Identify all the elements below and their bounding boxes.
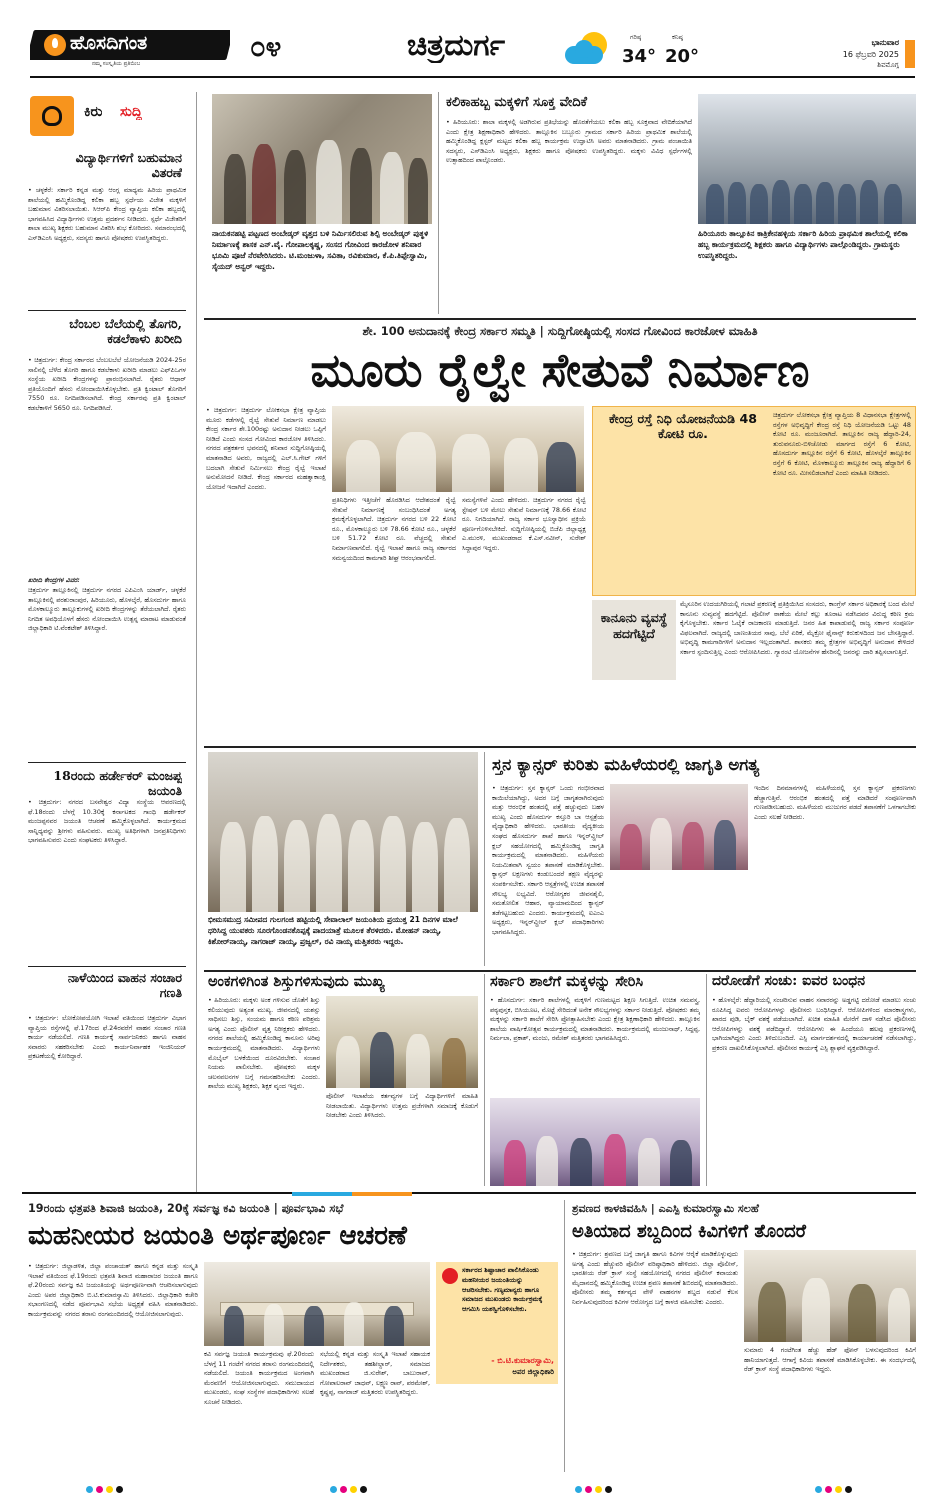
main-body-col3: ಸಮಸ್ಯೆಗಳಿವೆ ಎಂದು ಹೇಳಿದರು. ಚಿತ್ರದುರ್ಗ ನಗರದ ರೈಲ್ವೆ ಸ್ಟೇಷನ್ ಬಳಿ ಮೇಲು ಸೇತುವೆ ನಿರ್ಮಾಣಕ್ಕೆ 78.66 ಕೋಟಿ ರೂ. ನಿಗದಿಯಾಗಿದೆ. ರಾಜ್ಯ ಸರ್ಕಾರ ಭೂಸ್ವಾಧೀನ ಪ್ರಕ್ರಿಯೆ ಪೂರ್ಣಗೊಳಿಸಬೇಕಿದೆ. ಸುದ್ದಿಗೋಷ್ಠಿಯಲ್ಲಿ ಬಿಜೆಪಿ ಜಿಲ್ಲಾಧ್ಯಕ್ಷ ಎ.ಮುರಳಿ, ಮುಖಂಡರಾದ ಕೆ.ಎಸ್.ನವೀನ್, ಸುರೇಶ್ ಸಿದ್ದಾಪುರ ಇದ್ದರು. — [462, 496, 586, 552]
date-day: ಭಾನುವಾರ — [871, 38, 899, 47]
date-city: ಶಿವಮೊಗ್ಗ — [877, 61, 899, 69]
masthead-rule — [30, 76, 915, 78]
sidebar-story-3-headline: 18ರಂದು ಹರ್ಡೇಕರ್ ಮಂಜಪ್ಪ ಜಯಂತಿ — [53, 768, 182, 798]
masthead-logo — [30, 30, 230, 70]
top-divider-1 — [438, 92, 439, 314]
nh-fund-title: ಕೇಂದ್ರ ರಸ್ತೆ ನಿಧಿ ಯೋಜನೆಯಡಿ 48 ಕೋಟಿ ರೂ. — [609, 411, 757, 441]
brand-label-a: ಕಿರು — [84, 104, 103, 120]
sidebar-story-2-headline: ಬೆಂಬಲ ಬೆಲೆಯಲ್ಲಿ ತೊಗರಿ, ಕಡಲೆಕಾಳು ಖರೀದಿ — [69, 316, 182, 346]
bottom-band-accent — [22, 1192, 916, 1196]
jayanthi-headline: ಮಹನೀಯರ ಜಯಂತಿ ಅರ್ಥಪೂರ್ಣ ಆಚರಣೆ — [28, 1221, 407, 1251]
date: 16 ಫೆಬ್ರವರಿ 2025 — [842, 50, 899, 59]
main-kicker: ಶೇ. 100 ಅನುದಾನಕ್ಕೆ ಕೇಂದ್ರ ಸರ್ಕಾರ ಸಮ್ಮತಿ | ಸುದ್ದಿಗೋಷ್ಠಿಯಲ್ಲಿ ಸಂಸದ ಗೋವಿಂದ ಕಾರಜೋಳ ಮಾಹಿತಿ — [362, 324, 758, 338]
photo-ambedkar-caption: ನಾಯಕನಹಟ್ಟಿ ಪಟ್ಟಣದ ಅಂಬೇಡ್ಕರ್ ವೃತ್ತದ ಬಳಿ ನಿರ್ಮಿಸಲಿರುವ ಶಿಲ್ಪಿ ಅಂಬೇಡ್ಕರ್ ಪುತ್ಥಳಿ ನಿರ್ಮಾಣಕ್ಕೆ ಶಾಸಕ ಎನ್.ವೈ. ಗೋಪಾಲಕೃಷ್ಣ, ಸಂಸದ ಗೋವಿಂದ ಕಾರಜೋಳ ಶನಿವಾರ ಭೂಮಿ ಪೂಜೆ ನೆರವೇರಿಸಿದರು. ಟಿ.ಮಂಜುಳಾ, ಸವಿತಾ, ರವಿಕುಮಾರ, ಕೆ.ಪಿ.ತಿಪ್ಪೇಸ್ವಾಮಿ, ಸೈಯದ್ ಅನ್ವರ್ ಇದ್ದರು. — [212, 229, 429, 271]
law-order-title: ಕಾನೂನು ವ್ಯವಸ್ಥೆ ಹದಗೆಟ್ಟಿದೆ — [600, 610, 668, 641]
sidebar-story-2-body: • ಚಿತ್ರದುರ್ಗ: ಕೇಂದ್ರ ಸರ್ಕಾರದ ಬೆಂಬಲಬೆಲೆ ಯೋಜನೆಯಡಿ 2024-25ರ ಸಾಲಿನಲ್ಲಿ ಬೆಳೆದ ತೊಗರಿ ಹಾಗೂ ಕಡಲೆಕಾಳು ಖರೀದಿ ಮಾಡಲು ಎಫ್‌ಪಿಒಗಳ ಸಂಸ್ಥೆಯ ಖರೀದಿ ಕೇಂದ್ರಗಳನ್ನು ಪ್ರಾರಂಭಿಸಲಾಗಿದೆ. ರೈತರು ಆಧಾರ್ ಪ್ರತಿಯೊಂದಿಗೆ ಹೆಸರು ನೋಂದಾಯಿಸಿಕೊಳ್ಳಬೇಕು. ಪ್ರತಿ ಕ್ವಿಂಟಾಲ್ ತೊಗರಿಗೆ 7550 ರೂ. ನಿಗದಿಪಡಿಸಲಾಗಿದೆ. ಕೇಂದ್ರ ಸರ್ಕಾರವು ಪ್ರತಿ ಕ್ವಿಂಟಾಲ್ ಕಡಲೆಕಾಳಿಗೆ 5650 ರೂ. ನಿಗದಿಪಡಿಸಿದೆ. — [28, 356, 186, 412]
section-rule-3 — [204, 970, 916, 972]
jayanthi-body-col1: • ಚಿತ್ರದುರ್ಗ: ಜಿಲ್ಲಾಡಳಿತ, ಜಿಲ್ಲಾ ಪಂಚಾಯತ್ ಹಾಗೂ ಕನ್ನಡ ಮತ್ತು ಸಂಸ್ಕೃತಿ ಇಲಾಖೆ ವತಿಯಿಂದ ಫೆ.19ರಂದು ಛತ್ರಪತಿ ಶಿವಾಜಿ ಮಹಾರಾಜರ ಜಯಂತಿ ಹಾಗೂ ಫೆ.20ರಂದು ಸರ್ವಜ್ಞ ಕವಿ ಜಯಂತಿಯನ್ನು ಅರ್ಥಪೂರ್ಣವಾಗಿ ಆಚರಿಸಲಾಗುವುದು ಎಂದು ಅಪರ ಜಿಲ್ಲಾಧಿಕಾರಿ ಬಿ.ಟಿ.ಕುಮಾರಸ್ವಾಮಿ ತಿಳಿಸಿದರು. ಜಿಲ್ಲಾಧಿಕಾರಿ ಕಚೇರಿ ಸಭಾಂಗಣದಲ್ಲಿ ನಡೆದ ಪೂರ್ವಭಾವಿ ಸಭೆಯ ಅಧ್ಯಕ್ಷತೆ ವಹಿಸಿ ಮಾತನಾಡಿದರು. ಕಾರ್ಯಕ್ರಮವನ್ನು ನಗರದ ತರಾಸು ರಂಗಮಂದಿರದಲ್ಲಿ ಆಯೋಜಿಸಲಾಗುವುದು. — [28, 1262, 198, 1318]
nh-fund-box — [592, 406, 916, 596]
print-registration-dots-center2 — [575, 1478, 615, 1495]
jayanthi-body-col2: ಕವಿ ಸರ್ವಜ್ಞ ಜಯಂತಿ ಕಾರ್ಯಕ್ರಮವು ಫೆ.20ರಂದು ಬೆಳಗ್ಗೆ 11 ಗಂಟೆಗೆ ನಗರದ ತರಾಸು ರಂಗಮಂದಿರದಲ್ಲಿ ನಡೆಯಲಿದೆ. ಜಯಂತಿ ಕಾರ್ಯಕ್ರಮದ ಅಂಗವಾಗಿ ಮೆರವಣಿಗೆ ಆಯೋಜಿಸಲಾಗುವುದು. ಸಮುದಾಯದ ಮುಖಂಡರು, ಸಂಘ ಸಂಸ್ಥೆಗಳ ಪದಾಧಿಕಾರಿಗಳು ಸಲಹೆ ಸೂಚನೆ ನೀಡಿದರು. — [204, 1350, 314, 1406]
sidebar-story-2-subhead: ಖರೀದಿ ಕೇಂದ್ರಗಳ ವಿವರ: — [28, 576, 80, 584]
dot-yellow — [106, 1486, 113, 1493]
sound-kicker: ಶ್ರವಣದ ಕಾಳಜಿವಹಿಸಿ | ಎಎಸ್ಪಿ ಕುಮಾರಸ್ವಾಮಿ ಸಲಹೆ — [572, 1202, 759, 1215]
max-temp: 34° — [622, 46, 657, 67]
page-number: ೦೪ — [250, 30, 282, 63]
sidebar-story-1-body: • ಚಳ್ಳಕೆರೆ: ಸರ್ಕಾರಿ ಕನ್ನಡ ಮತ್ತು ಆಂಗ್ಲ ಮಾಧ್ಯಮ ಹಿರಿಯ ಪ್ರಾಥಮಿಕ ಶಾಲೆಯಲ್ಲಿ ಹಮ್ಮಿಕೊಂಡಿದ್ದ ಕಲಿಕಾ ಹಬ್ಬ ಸ್ಪರ್ಧೆಯ ವಿಜೇತ ಮಕ್ಕಳಿಗೆ ಬಹುಮಾನ ವಿತರಿಸಲಾಯಿತು. ಸಿಆರ್‌ಪಿ ಕೇಂದ್ರ ವ್ಯಾಪ್ತಿಯ ಕಲಿಕಾ ಹಬ್ಬದಲ್ಲಿ ಭಾಗವಹಿಸಿದ ವಿದ್ಯಾರ್ಥಿಗಳು ಉತ್ತಮ ಪ್ರದರ್ಶನ ನೀಡಿದರು. ಸ್ಪರ್ಧೆ ವಿಜೇತರಿಗೆ ಶಾಲಾ ಮುಖ್ಯ ಶಿಕ್ಷಕರು ಬಹುಮಾನ ವಿತರಿಸಿ ಶುಭ ಕೋರಿದರು. ಸಮಾರಂಭದಲ್ಲಿ ಎಸ್‌ಡಿಎಂಸಿ ಅಧ್ಯಕ್ಷರು, ಸದಸ್ಯರು ಹಾಗೂ ಪೋಷಕರು ಉಪಸ್ಥಿತರಿದ್ದರು. — [28, 186, 186, 242]
photo-cancer-awareness — [610, 784, 748, 870]
photo-sevalal-padayatra — [208, 752, 478, 912]
cancer-headline: ಸ್ತನ ಕ್ಯಾನ್ಸರ್ ಕುರಿತು ಮಹಿಳೆಯರಲ್ಲಿ ಜಾಗೃತಿ ಅಗತ್ಯ — [492, 755, 760, 774]
quote-role: ಅಪರ ಜಿಲ್ಲಾಧಿಕಾರಿ — [512, 1368, 554, 1376]
discipline-body-b: ಪೊಲೀಸ್ ಇಲಾಖೆಯ ಕರ್ತವ್ಯಗಳ ಬಗ್ಗೆ ವಿದ್ಯಾರ್ಥಿಗಳಿಗೆ ಮಾಹಿತಿ ನೀಡಲಾಯಿತು. ವಿದ್ಯಾರ್ಥಿಗಳು ಉತ್ತಮ ಪ್ರಜೆಗಳಾಗಿ ಸಮಾಜಕ್ಕೆ ಕೊಡುಗೆ ನೀಡಬೇಕು ಎಂದು ತಿಳಿಸಿದರು. — [326, 1092, 478, 1120]
discipline-headline: ಅಂಕಗಳಿಗಿಂತ ಶಿಸ್ತುಗಳಿಸುವುದು ಮುಖ್ಯ — [208, 973, 385, 990]
weather-icon — [565, 32, 613, 68]
main-headline: ಮೂರು ರೈಲ್ವೇ ಸೇತುವೆ ನಿರ್ಮಾಣ — [310, 343, 810, 397]
quote-text: ಸರ್ಕಾರದ ಶಿಷ್ಟಾಚಾರ ಪಾಲಿಸಿಕೊಂಡು ಮಹನೀಯರ ಜಯಂತಿಯನ್ನು ಆಚರಿಸಬೇಕು. ಗಣ್ಯಮಾನ್ಯರು ಹಾಗೂ ಸಮಾಜದ ಮುಖಂಡರು ಕಾರ್ಯಕ್ರಮಕ್ಕೆ ಆಗಮಿಸಿ ಯಶಸ್ವಿಗೊಳಿಸಬೇಕು. — [462, 1266, 543, 1314]
section-title: ಚಿತ್ರದುರ್ಗ — [407, 28, 506, 63]
hand-icon — [42, 106, 62, 126]
sidebar-story-4-headline: ನಾಳೆಯಿಂದ ವಾಹನ ಸಂಚಾರ ಗಣತಿ — [67, 970, 182, 1000]
school-body: • ಹೊಸದುರ್ಗ: ಸರ್ಕಾರಿ ಶಾಲೆಗಳಲ್ಲಿ ಮಕ್ಕಳಿಗೆ ಗುಣಮಟ್ಟದ ಶಿಕ್ಷಣ ಸಿಗುತ್ತಿದೆ. ಉಚಿತ ಸಮವಸ್ತ್ರ, ಪಠ್ಯಪುಸ್ತಕ, ಬಿಸಿಯೂಟ, ಮೊಟ್ಟೆ ಸೇರಿದಂತೆ ಅನೇಕ ಸೌಲಭ್ಯಗಳನ್ನು ಸರ್ಕಾರ ನೀಡುತ್ತಿದೆ. ಪೋಷಕರು ತಮ್ಮ ಮಕ್ಕಳನ್ನು ಸರ್ಕಾರಿ ಶಾಲೆಗೆ ಸೇರಿಸಿ ಪ್ರೋತ್ಸಾಹಿಸಬೇಕು ಎಂದು ಕ್ಷೇತ್ರ ಶಿಕ್ಷಣಾಧಿಕಾರಿ ಹೇಳಿದರು. ತಾಲ್ಲೂಕಿನ ಶಾಲೆಯ ವಾರ್ಷಿಕೋತ್ಸವ ಕಾರ್ಯಕ್ರಮದಲ್ಲಿ ಮಾತನಾಡಿದರು. ಕಾರ್ಯಕ್ರಮದಲ್ಲಿ ಮಂಜುನಾಥ್, ಸಿದ್ದಪ್ಪ, ನಿರ್ಮಲಾ, ಪ್ರಕಾಶ್, ಮಂಜು, ರಮೇಶ್ ಮತ್ತಿತರರು ಭಾಗವಹಿಸಿದ್ದರು. — [490, 996, 700, 1043]
discipline-body: • ಹಿರಿಯೂರು: ಮಕ್ಕಳು ಅಂಕ ಗಳಿಸುವ ಜೊತೆಗೆ ಶಿಸ್ತು ಕಲಿಯುವುದು ಅತ್ಯಂತ ಮುಖ್ಯ. ಜೀವನದಲ್ಲಿ ಯಶಸ್ಸು ಸಾಧಿಸಲು ಶಿಸ್ತು, ಸಂಯಮ ಹಾಗೂ ಕಠಿಣ ಪರಿಶ್ರಮ ಅಗತ್ಯ ಎಂದು ಪೊಲೀಸ್ ವೃತ್ತ ನಿರೀಕ್ಷಕರು ಹೇಳಿದರು. ನಗರದ ಶಾಲೆಯಲ್ಲಿ ಹಮ್ಮಿಕೊಂಡಿದ್ದ ಕಾನೂನು ಅರಿವು ಕಾರ್ಯಕ್ರಮದಲ್ಲಿ ಮಾತನಾಡಿದರು. ವಿದ್ಯಾರ್ಥಿಗಳು ಮೊಬೈಲ್ ಬಳಕೆಯಿಂದ ದೂರವಿರಬೇಕು. ಸಂಚಾರ ನಿಯಮ ಪಾಲಿಸಬೇಕು. ಪೋಷಕರು ಮಕ್ಕಳ ಚಲನವಲನಗಳ ಬಗ್ಗೆ ಗಮನಹರಿಸಬೇಕು ಎಂದರು. ಶಾಲೆಯ ಮುಖ್ಯ ಶಿಕ್ಷಕರು, ಶಿಕ್ಷಕ ವೃಂದ ಇದ್ದರು. — [208, 996, 320, 1091]
photo-kalika-habba — [698, 94, 916, 224]
sidebar-rule-1 — [28, 310, 186, 311]
brand-label-b: ಸುದ್ದಿ — [120, 104, 143, 120]
section-rule-1 — [204, 318, 916, 320]
robbery-headline: ದರೋಡೆಗೆ ಸಂಚು: ಐವರ ಬಂಧನ — [712, 973, 865, 989]
photo-school-event — [490, 1098, 700, 1186]
max-temp-label: ಗರಿಷ್ಠ — [630, 33, 642, 41]
jayanthi-body-col3: ಸಭೆಯಲ್ಲಿ ಕನ್ನಡ ಮತ್ತು ಸಂಸ್ಕೃತಿ ಇಲಾಖೆ ಸಹಾಯಕ ನಿರ್ದೇಶಕರು, ತಹಶೀಲ್ದಾರ್, ಸಮಾಜದ ಮುಖಂಡರಾದ ಜಿ.ಸುರೇಶ್, ಬಾಬುರಾವ್, ಗೋಪಾಲರಾವ್ ಜಾಧವ್, ಲಕ್ಷ್ಮಣ ರಾವ್, ಪರಮೇಶ್, ಕೃಷ್ಣಪ್ಪ, ನಾಗರಾಜ್ ಮತ್ತಿತರರು ಉಪಸ್ಥಿತರಿದ್ದರು. — [320, 1350, 430, 1397]
print-registration-dots-center — [330, 1478, 370, 1495]
jayanthi-kicker: 19ರಂದು ಛತ್ರಪತಿ ಶಿವಾಜಿ ಜಯಂತಿ, 20ಕ್ಕೆ ಸರ್ವಜ್ಞ ಕವಿ ಜಯಂತಿ | ಪೂರ್ವಭಾವಿ ಸಭೆ — [28, 1202, 344, 1215]
sidebar-rule-2 — [28, 762, 186, 763]
sidebar-rule-3 — [28, 966, 186, 967]
cancer-body-a: • ಚಿತ್ರದುರ್ಗ: ಸ್ತನ ಕ್ಯಾನ್ಸರ್ ಒಂದು ಗಂಭೀರವಾದ ಕಾಯಿಲೆಯಾಗಿದ್ದು, ಅದರ ಬಗ್ಗೆ ಜಾಗೃತರಾಗಿರುವುದು ಮತ್ತು ಆರಂಭಿಕ ಹಂತದಲ್ಲಿ ಪತ್ತೆ ಹಚ್ಚುವುದು ಬಹಳ ಮುಖ್ಯ ಎಂದು ಹೊಸದುರ್ಗ ಕಸ್ತೂರಿ ಬಾ ಆಸ್ಪತ್ರೆಯ ವೈದ್ಯಾಧಿಕಾರಿ ಹೇಳಿದರು. ಭಾರತೀಯ ವೈದ್ಯಕೀಯ ಸಂಘದ ಹೊಸದುರ್ಗ ಶಾಖೆ ಹಾಗೂ ಇನ್ನರ್‌ವ್ಹೀಲ್ ಕ್ಲಬ್ ಸಹಯೋಗದಲ್ಲಿ ಹಮ್ಮಿಕೊಂಡಿದ್ದ ಜಾಗೃತಿ ಕಾರ್ಯಕ್ರಮದಲ್ಲಿ ಮಾತನಾಡಿದರು. ಮಹಿಳೆಯರು ನಿಯಮಿತವಾಗಿ ಸ್ವಯಂ ತಪಾಸಣೆ ಮಾಡಿಕೊಳ್ಳಬೇಕು. ಕ್ಯಾನ್ಸರ್ ಲಕ್ಷಣಗಳು ಕಂಡುಬಂದರೆ ತಕ್ಷಣ ವೈದ್ಯರನ್ನು ಸಂಪರ್ಕಿಸಬೇಕು. ಸರ್ಕಾರಿ ಆಸ್ಪತ್ರೆಗಳಲ್ಲಿ ಉಚಿತ ತಪಾಸಣೆ ಸೌಲಭ್ಯ ಲಭ್ಯವಿದೆ. ಆರೋಗ್ಯಕರ ಜೀವನಶೈಲಿ, ಸಮತೋಲಿತ ಆಹಾರ, ವ್ಯಾಯಾಮದಿಂದ ಕ್ಯಾನ್ಸರ್ ತಡೆಗಟ್ಟಬಹುದು ಎಂದರು. ಕಾರ್ಯಕ್ರಮದಲ್ಲಿ ಐಎಂಎ ಅಧ್ಯಕ್ಷರು, ಇನ್ನರ್‌ವ್ಹೀಲ್ ಕ್ಲಬ್ ಪದಾಧಿಕಾರಿಗಳು ಭಾಗವಹಿಸಿದ್ದರು. — [492, 784, 604, 936]
sound-body-col1: • ಚಿತ್ರದುರ್ಗ: ಶ್ರವಣದ ಬಗ್ಗೆ ಜಾಗೃತಿ ಹಾಗೂ ಕಿವಿಗಳ ಆರೈಕೆ ಮಾಡಿಕೊಳ್ಳುವುದು ಅಗತ್ಯ ಎಂದು ಹೆಚ್ಚುವರಿ ಪೊಲೀಸ್ ವರಿಷ್ಠಾಧಿಕಾರಿ ಹೇಳಿದರು. ಜಿಲ್ಲಾ ಪೊಲೀಸ್, ಭಾರತೀಯ ರೆಡ್ ಕ್ರಾಸ್ ಸಂಸ್ಥೆ ಸಹಯೋಗದಲ್ಲಿ ನಗರದ ಪೊಲೀಸ್ ಕವಾಯತು ಮೈದಾನದಲ್ಲಿ ಹಮ್ಮಿಕೊಂಡಿದ್ದ ಉಚಿತ ಶ್ರವಣ ತಪಾಸಣೆ ಶಿಬಿರದಲ್ಲಿ ಮಾತನಾಡಿದರು. ಪೊಲೀಸರು ತಮ್ಮ ಕರ್ತವ್ಯದ ವೇಳೆ ವಾಹನಗಳ ಶಬ್ದದ ನಡುವೆ ಕೆಲಸ ನಿರ್ವಹಿಸುವುದರಿಂದ ಕಿವಿಗಳ ಆರೋಗ್ಯದ ಬಗ್ಗೆ ಕಾಳಜಿ ವಹಿಸಬೇಕು ಎಂದರು. — [572, 1250, 738, 1306]
lamp-icon — [44, 34, 66, 56]
photo-discipline-event — [326, 996, 478, 1088]
sidebar-story-4-body: • ಚಿತ್ರದುರ್ಗ: ಲೋಕೋಪಯೋಗಿ ಇಲಾಖೆ ವತಿಯಿಂದ ಚಿತ್ರದುರ್ಗ ವಿಭಾಗ ವ್ಯಾಪ್ತಿಯ ರಸ್ತೆಗಳಲ್ಲಿ ಫೆ.17ರಿಂದ ಫೆ.24ರವರೆಗೆ ವಾಹನ ಸಂಚಾರ ಗಣತಿ ಕಾರ್ಯ ನಡೆಯಲಿದೆ. ಗಣತಿ ಕಾರ್ಯಕ್ಕೆ ಸಾರ್ವಜನಿಕರು ಹಾಗೂ ವಾಹನ ಸವಾರರು ಸಹಕರಿಸಬೇಕು ಎಂದು ಕಾರ್ಯನಿರ್ವಾಹಕ ಇಂಜಿನಿಯರ್ ಪ್ರಕಟಣೆಯಲ್ಲಿ ಕೋರಿದ್ದಾರೆ. — [28, 1014, 186, 1061]
quote-box — [436, 1262, 558, 1384]
nh-fund-body: ಚಿತ್ರದುರ್ಗ ಲೋಕಸಭಾ ಕ್ಷೇತ್ರ ವ್ಯಾಪ್ತಿಯ 8 ವಿಧಾನಸಭಾ ಕ್ಷೇತ್ರಗಳಲ್ಲಿ ರಸ್ತೆಗಳ ಅಭಿವೃದ್ಧಿಗೆ ಕೇಂದ್ರ ರಸ್ತೆ ನಿಧಿ ಯೋಜನೆಯಡಿ ಒಟ್ಟು 48 ಕೋಟಿ ರೂ. ಮಂಜೂರಾಗಿದೆ. ತಾಲ್ಲೂಕಿನ ರಾಜ್ಯ ಹೆದ್ದಾರಿ-24, ತುರುವನೂರು-ಬಿಳಿಚೋಡು ಮಾರ್ಗದ ರಸ್ತೆಗೆ 6 ಕೋಟಿ, ಹೊಸದುರ್ಗ ತಾಲ್ಲೂಕಿನ ರಸ್ತೆಗೆ 6 ಕೋಟಿ, ಹೊಳಲ್ಕೆರೆ ತಾಲ್ಲೂಕಿನ ರಸ್ತೆಗೆ 6 ಕೋಟಿ, ಮೊಳಕಾಲ್ಮೂರು ತಾಲ್ಲೂಕಿನ ರಾಜ್ಯ ಹೆದ್ದಾರಿಗೆ 6 ಕೋಟಿ ರೂ. ಮೀಸಲಿಡಲಾಗಿದೆ ಎಂದು ಮಾಹಿತಿ ನೀಡಿದರು. — [773, 411, 911, 477]
quote-icon — [442, 1268, 458, 1284]
photo-ambedkar-bhoomi-pooja — [212, 94, 432, 224]
masthead-accent-bar — [905, 40, 915, 68]
logo-tagline: ನಮ್ಮ ಸಂಸ್ಕೃತಿಯ ಪ್ರತಿಬಿಂಬ — [92, 61, 141, 67]
min-temp: 20° — [665, 46, 700, 67]
print-registration-dots-left — [86, 1478, 126, 1495]
sidebar-story-2-body2: ಚಿತ್ರದುರ್ಗ ತಾಲ್ಲೂಕಿನಲ್ಲಿ ಚಿತ್ರದುರ್ಗ ನಗರದ ಎಪಿಎಂಸಿ ಯಾರ್ಡ್, ಚಳ್ಳಕೆರೆ ತಾಲ್ಲೂಕಿನಲ್ಲಿ ಪರಶುರಾಂಪುರ, ಹಿರಿಯೂರು, ಹೊಳಲ್ಕೆರೆ, ಹೊಸದುರ್ಗ ಹಾಗೂ ಮೊಳಕಾಲ್ಮೂರು ತಾಲ್ಲೂಕುಗಳಲ್ಲಿ ಖರೀದಿ ಕೇಂದ್ರಗಳನ್ನು ತೆರೆಯಲಾಗಿದೆ. ರೈತರು ನಿಗದಿತ ಅವಧಿಯೊಳಗೆ ಹೆಸರು ನೋಂದಾಯಿಸಿ ಉತ್ಪನ್ನ ಮಾರಾಟ ಮಾಡುವಂತೆ ಜಿಲ್ಲಾಧಿಕಾರಿ ಟಿ.ವೆಂಕಟೇಶ್ ತಿಳಿಸಿದ್ದಾರೆ. — [28, 586, 186, 633]
divider-school — [484, 974, 485, 1186]
section-rule-2 — [204, 746, 916, 748]
dot-black — [116, 1486, 123, 1493]
sidebar-story-3-body: • ಚಿತ್ರದುರ್ಗ: ನಗರದ ಬಸವೇಶ್ವರ ವಿದ್ಯಾ ಸಂಸ್ಥೆಯ ಆವರಣದಲ್ಲಿ ಫೆ.18ರಂದು ಬೆಳಗ್ಗೆ 10.30ಕ್ಕೆ ಕರ್ನಾಟಕದ ಗಾಂಧಿ ಹರ್ಡೇಕರ್ ಮಂಜಪ್ಪನವರ ಜಯಂತಿ ಆಚರಣೆ ಹಮ್ಮಿಕೊಳ್ಳಲಾಗಿದೆ. ಕಾರ್ಯಕ್ರಮದ ಸಾನ್ನಿಧ್ಯವನ್ನು ಶ್ರೀಗಳು ವಹಿಸುವರು. ಮುಖ್ಯ ಅತಿಥಿಗಳಾಗಿ ಜನಪ್ರತಿನಿಧಿಗಳು ಭಾಗವಹಿಸುವರು ಎಂದು ಸಂಘಟಕರು ತಿಳಿಸಿದ್ದಾರೆ. — [28, 798, 186, 845]
photo-press-meet — [332, 406, 584, 492]
masthead — [0, 0, 945, 86]
sidebar-divider — [196, 92, 197, 1192]
photo-jayanthi-meeting — [204, 1262, 430, 1346]
dot-cyan — [86, 1486, 93, 1493]
dot-magenta — [96, 1486, 103, 1493]
quote-name: - ಬಿ.ಟಿ.ಕುಮಾರಸ್ವಾಮಿ, — [491, 1356, 554, 1365]
brand-badge — [30, 96, 74, 136]
logo-text: ಹೊಸದಿಗಂತ — [70, 32, 148, 54]
divider-sound — [564, 1200, 565, 1472]
photo-hearing-camp — [744, 1250, 916, 1342]
print-registration-dots-right — [815, 1478, 855, 1495]
sound-body-col2: ಸುಮಾರು 4 ಗಂಟೆಗಿಂತ ಹೆಚ್ಚು ಹೆಡ್ ಫೋನ್ ಬಳಸುವುದರಿಂದ ಕಿವಿಗೆ ಹಾನಿಯಾಗುತ್ತದೆ. ಆಗಾಗ್ಗೆ ಕಿವಿಯ ತಪಾಸಣೆ ಮಾಡಿಸಿಕೊಳ್ಳಬೇಕು. ಈ ಸಂದರ್ಭದಲ್ಲಿ ರೆಡ್ ಕ್ರಾಸ್ ಸಂಸ್ಥೆ ಪದಾಧಿಕಾರಿಗಳು ಇದ್ದರು. — [744, 1346, 916, 1374]
divider-robbery — [706, 974, 707, 1186]
law-order-body: ಮೈಸೂರಿನ ಉದಯಗಿರಿಯಲ್ಲಿ ಗಲಾಟೆ ಪ್ರಕರಣಕ್ಕೆ ಪ್ರತಿಕ್ರಿಯಿಸಿದ ಸಂಸದರು, ಕಾಂಗ್ರೆಸ್ ಸರ್ಕಾರ ಅಧಿಕಾರಕ್ಕೆ ಬಂದ ಮೇಲೆ ಕಾನೂನು ಸುವ್ಯವಸ್ಥೆ ಹದಗೆಟ್ಟಿದೆ. ಪೊಲೀಸ್ ಠಾಣೆಯ ಮೇಲೆ ಕಲ್ಲು ತೂರಾಟ ನಡೆಸಿದವರ ವಿರುದ್ಧ ಕಠಿಣ ಕ್ರಮ ಕೈಗೊಳ್ಳಬೇಕು. ಸರ್ಕಾರ ಓಲೈಕೆ ರಾಜಕಾರಣ ಮಾಡುತ್ತಿದೆ. ಜನರ ಹಿತ ಕಾಪಾಡುವಲ್ಲಿ ರಾಜ್ಯ ಸರ್ಕಾರ ಸಂಪೂರ್ಣ ವಿಫಲವಾಗಿದೆ. ರಾಜ್ಯದಲ್ಲಿ ಬಾಣಂತಿಯರ ಸಾವು, ಬೆಲೆ ಏರಿಕೆ, ಮೈಕ್ರೋ ಫೈನಾನ್ಸ್ ಕಿರುಕುಳದಿಂದ ಜನ ಬೇಸತ್ತಿದ್ದಾರೆ. ಅಭಿವೃದ್ಧಿ ಕಾಮಗಾರಿಗಳಿಗೆ ಅನುದಾನ ಇಲ್ಲದಂತಾಗಿದೆ. ಶಾಸಕರು ತಮ್ಮ ಕ್ಷೇತ್ರಗಳ ಅಭಿವೃದ್ಧಿಗೆ ಅನುದಾನ ಕೇಳಿದರೆ ಸರ್ಕಾರ ಸ್ಪಂದಿಸುತ್ತಿಲ್ಲ ಎಂದು ಆರೋಪಿಸಿದರು. ಗ್ಯಾರಂಟಿ ಯೋಜನೆಗಳ ಹೆಸರಿನಲ್ಲಿ ಜನರನ್ನು ದಾರಿ ತಪ್ಪಿಸಲಾಗುತ್ತಿದೆ. — [680, 600, 914, 656]
divider-cancer — [484, 752, 485, 966]
sound-headline: ಅತಿಯಾದ ಶಬ್ದದಿಂದ ಕಿವಿಗಳಿಗೆ ತೊಂದರೆ — [572, 1221, 807, 1242]
cancer-body-b: ಇಂದಿನ ದಿನಮಾನಗಳಲ್ಲಿ ಮಹಿಳೆಯರಲ್ಲಿ ಸ್ತನ ಕ್ಯಾನ್ಸರ್ ಪ್ರಕರಣಗಳು ಹೆಚ್ಚಾಗುತ್ತಿವೆ. ಆರಂಭಿಕ ಹಂತದಲ್ಲಿ ಪತ್ತೆ ಮಾಡಿದರೆ ಸಂಪೂರ್ಣವಾಗಿ ಗುಣಪಡಿಸಬಹುದು. ಮಹಿಳೆಯರು ಮುಜುಗರ ಪಡದೆ ತಪಾಸಣೆಗೆ ಒಳಗಾಗಬೇಕು ಎಂದು ಸಲಹೆ ನೀಡಿದರು. — [754, 784, 916, 821]
main-body-col2: ಪ್ರತಿನಿಧಿಗಳು ಇತ್ತೀಚೆಗೆ ಹೊರಡಿಸಿದ ಆದೇಶದಂತೆ ರೈಲ್ವೆ ಸೇತುವೆ ನಿರ್ಮಾಣಕ್ಕೆ ಸಂಬಂಧಿಸಿದಂತೆ ಅಗತ್ಯ ಕ್ರಮಕೈಗೊಳ್ಳಲಾಗಿದೆ. ಚಿತ್ರದುರ್ಗ ನಗರದ ಬಳಿ 22 ಕೋಟಿ ರೂ., ಮೊಳಕಾಲ್ಮೂರು ಬಳಿ 78.66 ಕೋಟಿ ರೂ., ಚಳ್ಳಕೆರೆ ಬಳಿ 51.72 ಕೋಟಿ ರೂ. ವೆಚ್ಚದಲ್ಲಿ ಸೇತುವೆ ನಿರ್ಮಾಣವಾಗಲಿದೆ. ರೈಲ್ವೆ ಇಲಾಖೆ ಹಾಗೂ ರಾಜ್ಯ ಸರ್ಕಾರದ ಸಮನ್ವಯದಿಂದ ಕಾಮಗಾರಿ ಶೀಘ್ರ ಆರಂಭವಾಗಲಿದೆ. — [332, 496, 456, 562]
photo-kalika-caption: ಹಿರಿಯೂರು ತಾಲ್ಲೂಕಿನ ಕಾತ್ರಿಕೇನಹಳ್ಳಿಯ ಸರ್ಕಾರಿ ಹಿರಿಯ ಪ್ರಾಥಮಿಕ ಶಾಲೆಯಲ್ಲಿ ಕಲಿಕಾ ಹಬ್ಬ ಕಾರ್ಯಕ್ರಮದಲ್ಲಿ ಶಿಕ್ಷಕರು ಹಾಗೂ ವಿದ್ಯಾರ್ಥಿಗಳು ಪಾಲ್ಗೊಂಡಿದ್ದರು. ಗ್ರಾಮಸ್ಥರು ಉಪಸ್ಥಿತರಿದ್ದರು. — [698, 229, 908, 260]
sevalal-caption: ಭೀಮಸಮುದ್ರ ಸಮೀಪದ ಗುಲಗಂಜಿ ಹಟ್ಟಿಯಲ್ಲಿ ಸೇವಾಲಾಲ್ ಜಯಂತಿಯ ಪ್ರಯುಕ್ತ 21 ದಿನಗಳ ಮಾಲೆ ಧರಿಸಿದ್ದ ಯುವಕರು ಸೂರಗೊಂಡನಕೊಪ್ಪಕ್ಕೆ ಪಾದಯಾತ್ರೆ ಮೂಲಕ ತೆರಳಿದರು. ಮೋಹನ್ ನಾಯ್ಕ, ಕಿಶೋರ್‌ನಾಯ್ಕ, ನಾಗರಾಜ್ ನಾಯ್ಕ, ಪ್ರಜ್ವಲ್, ರವಿ ನಾಯ್ಕ ಮತ್ತಿತರರು ಇದ್ದರು. — [208, 915, 458, 946]
kalika-headline: ಕಲಿಕಾಹಬ್ಬ ಮಕ್ಕಳಿಗೆ ಸೂಕ್ತ ವೇದಿಕೆ — [446, 95, 588, 110]
main-body-col1: • ಚಿತ್ರದುರ್ಗ: ಚಿತ್ರದುರ್ಗ ಲೋಕಸಭಾ ಕ್ಷೇತ್ರ ವ್ಯಾಪ್ತಿಯ ಮೂರು ಕಡೆಗಳಲ್ಲಿ ರೈಲ್ವೆ ಸೇತುವೆ ನಿರ್ಮಾಣ ಮಾಡಲು ಕೇಂದ್ರ ಸರ್ಕಾರ ಶೇ.100ರಷ್ಟು ಅನುದಾನ ನೀಡಲು ಒಪ್ಪಿಗೆ ನೀಡಿದೆ ಎಂದು ಸಂಸದ ಗೋವಿಂದ ಕಾರಜೋಳ ತಿಳಿಸಿದರು. ನಗರದ ಪತ್ರಕರ್ತರ ಭವನದಲ್ಲಿ ಶನಿವಾರ ಸುದ್ದಿಗೋಷ್ಠಿಯಲ್ಲಿ ಮಾತನಾಡಿದ ಅವರು, ರಾಜ್ಯದಲ್ಲಿ ಎಲ್.ಸಿ.ಗೇಟ್ ಗಳಿಗೆ ಬದಲಾಗಿ ಸೇತುವೆ ನಿರ್ಮಿಸಲು ಕೇಂದ್ರ ರೈಲ್ವೆ ಇಲಾಖೆ ಅನುಮೋದನೆ ನೀಡಿದೆ. ಕೇಂದ್ರ ಸರ್ಕಾರದ ಮಹತ್ವಾಕಾಂಕ್ಷಿ ಯೋಜನೆ ಇದಾಗಿದೆ ಎಂದರು. — [206, 406, 326, 491]
robbery-body: • ಹೊಳಲ್ಕೆರೆ: ಹೆದ್ದಾರಿಯಲ್ಲಿ ಸಂಚರಿಸುವ ವಾಹನ ಸವಾರರನ್ನು ಅಡ್ಡಗಟ್ಟಿ ದರೋಡೆ ಮಾಡಲು ಸಂಚು ರೂಪಿಸಿದ್ದ ಐವರು ಆರೋಪಿಗಳನ್ನು ಪೊಲೀಸರು ಬಂಧಿಸಿದ್ದಾರೆ. ಆರೋಪಿಗಳಿಂದ ಮಾರಕಾಸ್ತ್ರಗಳು, ಖಾರದ ಪುಡಿ, ಬೈಕ್ ವಶಕ್ಕೆ ಪಡೆಯಲಾಗಿದೆ. ಖಚಿತ ಮಾಹಿತಿ ಮೇರೆಗೆ ದಾಳಿ ನಡೆಸಿದ ಪೊಲೀಸರು ಆರೋಪಿಗಳನ್ನು ವಶಕ್ಕೆ ಪಡೆದಿದ್ದಾರೆ. ಆರೋಪಿಗಳು ಈ ಹಿಂದೆಯೂ ಹಲವು ಪ್ರಕರಣಗಳಲ್ಲಿ ಭಾಗಿಯಾಗಿದ್ದರು ಎಂದು ತಿಳಿದುಬಂದಿದೆ. ಎಸ್ಪಿ ಮಾರ್ಗದರ್ಶನದಲ್ಲಿ ಕಾರ್ಯಾಚರಣೆ ನಡೆಸಲಾಗಿದ್ದು, ಪ್ರಕರಣ ದಾಖಲಿಸಿಕೊಳ್ಳಲಾಗಿದೆ. ಪೊಲೀಸರ ಕಾರ್ಯಕ್ಕೆ ಎಸ್ಪಿ ಶ್ಲಾಘನೆ ವ್ಯಕ್ತಪಡಿಸಿದ್ದಾರೆ. — [712, 996, 916, 1052]
sidebar — [22, 94, 190, 1194]
sidebar-story-1-headline: ವಿದ್ಯಾರ್ಥಿಗಳಿಗೆ ಬಹುಮಾನ ವಿತರಣೆ — [75, 150, 182, 180]
min-temp-label: ಕನಿಷ್ಠ — [672, 33, 683, 41]
school-headline: ಸರ್ಕಾರಿ ಶಾಲೆಗೆ ಮಕ್ಕಳನ್ನು ಸೇರಿಸಿ — [490, 973, 644, 990]
law-order-box — [592, 600, 916, 740]
kalika-body: • ಹಿರಿಯೂರು: ಶಾಲಾ ಮಕ್ಕಳಲ್ಲಿ ಅಡಗಿರುವ ಪ್ರತಿಭೆಯನ್ನು ಹೊರತೆಗೆಯಲು ಕಲಿಕಾ ಹಬ್ಬ ಸೂಕ್ತವಾದ ವೇದಿಕೆಯಾಗಿದೆ ಎಂದು ಕ್ಷೇತ್ರ ಶಿಕ್ಷಣಾಧಿಕಾರಿ ಹೇಳಿದರು. ತಾಲ್ಲೂಕಿನ ಬಬ್ಬೂರು ಗ್ರಾಮದ ಸರ್ಕಾರಿ ಹಿರಿಯ ಪ್ರಾಥಮಿಕ ಶಾಲೆಯಲ್ಲಿ ಹಮ್ಮಿಕೊಂಡಿದ್ದ ಕ್ಲಸ್ಟರ್ ಮಟ್ಟದ ಕಲಿಕಾ ಹಬ್ಬ ಕಾರ್ಯಕ್ರಮ ಉದ್ಘಾಟಿಸಿ ಅವರು ಮಾತನಾಡಿದರು. ಗ್ರಾಮ ಪಂಚಾಯಿತಿ ಸದಸ್ಯರು, ಎಸ್‌ಡಿಎಂಸಿ ಅಧ್ಯಕ್ಷರು, ಶಿಕ್ಷಕರು ಹಾಗೂ ಪೋಷಕರು ಉಪಸ್ಥಿತರಿದ್ದರು. ಮಕ್ಕಳು ವಿವಿಧ ಸ್ಪರ್ಧೆಗಳಲ್ಲಿ ಉತ್ಸಾಹದಿಂದ ಪಾಲ್ಗೊಂಡರು. — [446, 118, 692, 165]
